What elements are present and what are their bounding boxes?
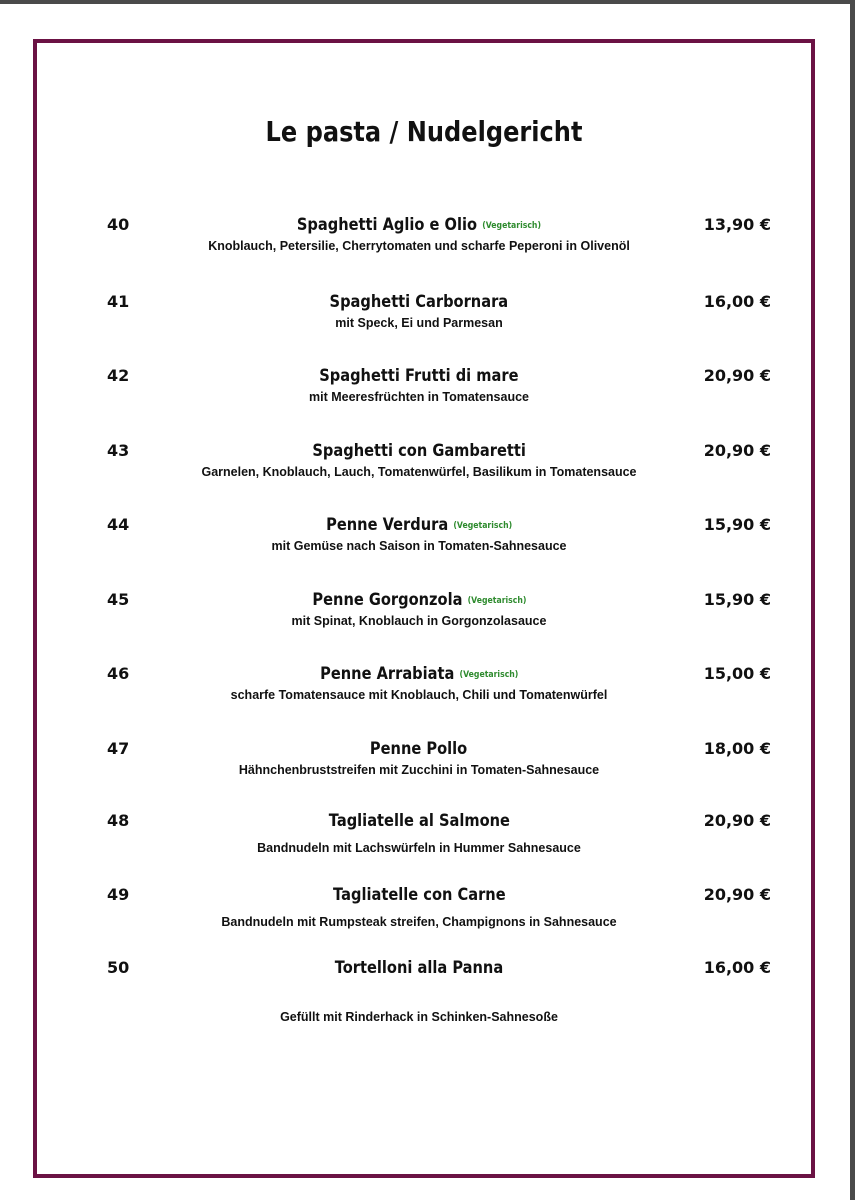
item-name-text: Penne Arrabiata xyxy=(319,664,455,684)
item-details xyxy=(177,292,661,331)
item-details xyxy=(177,215,661,254)
item-details xyxy=(177,958,661,1025)
item-price: 20,90 € xyxy=(703,811,771,830)
item-name xyxy=(297,215,541,235)
item-description: mit Gemüse nach Saison in Tomaten-Sahnesauce xyxy=(271,539,567,553)
item-description: Gefüllt mit Rinderhack in Schinken-Sahnesoße xyxy=(280,1010,558,1024)
item-number: 43 xyxy=(107,441,130,460)
item-details xyxy=(177,811,661,856)
item-name-line xyxy=(177,292,661,312)
item-description-line xyxy=(177,1006,661,1025)
item-price: 15,90 € xyxy=(703,515,771,534)
item-price: 13,90 € xyxy=(703,215,771,234)
menu-item xyxy=(37,441,811,501)
item-number: 42 xyxy=(107,366,130,385)
item-name-line xyxy=(177,885,661,905)
item-details xyxy=(177,590,661,629)
item-description: scharfe Tomatensauce mit Knoblauch, Chili und Tomatenwürfel xyxy=(230,688,608,702)
item-price: 16,00 € xyxy=(703,292,771,311)
item-name-text: Spaghetti Carbornara xyxy=(329,292,509,312)
item-name xyxy=(319,366,518,386)
item-price: 20,90 € xyxy=(703,885,771,904)
item-price: 15,90 € xyxy=(703,590,771,609)
item-description-line xyxy=(177,312,661,331)
vegetarian-label: (Vegetarisch) xyxy=(453,521,513,531)
menu-item xyxy=(37,664,811,724)
item-description-line xyxy=(177,610,661,629)
item-price: 20,90 € xyxy=(703,366,771,385)
item-name-line xyxy=(177,958,661,978)
item-description-line xyxy=(177,235,661,254)
item-description-line xyxy=(177,911,661,930)
menu-frame xyxy=(33,39,815,1178)
item-description: Bandnudeln mit Lachswürfeln in Hummer Sahnesauce xyxy=(257,841,581,855)
item-name-line xyxy=(177,441,661,461)
menu-item xyxy=(37,215,811,275)
item-details xyxy=(177,366,661,405)
item-name xyxy=(320,664,518,684)
item-name-line xyxy=(177,215,661,235)
item-details xyxy=(177,885,661,930)
item-name-text: Spaghetti Aglio e Olio xyxy=(296,215,478,235)
item-name-line xyxy=(177,811,661,831)
item-description-line xyxy=(177,684,661,703)
menu-page xyxy=(0,4,850,1200)
item-number: 48 xyxy=(107,811,130,830)
item-number: 41 xyxy=(107,292,130,311)
item-description: Bandnudeln mit Rumpsteak streifen, Champignons in Sahnesauce xyxy=(221,915,617,929)
menu-item xyxy=(37,292,811,352)
item-details xyxy=(177,739,661,778)
item-name-text: Tagliatelle al Salmone xyxy=(328,811,510,831)
item-price: 18,00 € xyxy=(703,739,771,758)
item-price: 15,00 € xyxy=(703,664,771,683)
item-name xyxy=(328,811,509,831)
item-description: Garnelen, Knoblauch, Lauch, Tomatenwürfel, Basilikum in Tomatensauce xyxy=(201,465,637,479)
menu-item xyxy=(37,739,811,799)
item-name-text: Tortelloni alla Panna xyxy=(334,958,504,978)
item-name xyxy=(370,739,467,759)
item-description-line xyxy=(177,386,661,405)
item-number: 49 xyxy=(107,885,130,904)
item-name xyxy=(333,885,506,905)
vegetarian-label: (Vegetarisch) xyxy=(482,221,542,231)
item-name-line xyxy=(177,739,661,759)
menu-item xyxy=(37,958,811,1024)
item-name-line xyxy=(177,664,661,684)
item-name-text: Spaghetti Frutti di mare xyxy=(319,366,519,386)
item-number: 44 xyxy=(107,515,130,534)
item-price: 20,90 € xyxy=(703,441,771,460)
item-number: 45 xyxy=(107,590,130,609)
item-description: mit Speck, Ei und Parmesan xyxy=(335,316,503,330)
item-name xyxy=(312,441,525,461)
item-name xyxy=(326,515,512,535)
menu-item xyxy=(37,811,811,871)
item-name xyxy=(330,292,509,312)
menu-title: Le pasta / Nudelgericht xyxy=(265,115,583,148)
vegetarian-label: (Vegetarisch) xyxy=(459,670,519,680)
item-number: 40 xyxy=(107,215,130,234)
item-name xyxy=(312,590,526,610)
item-name-text: Tagliatelle con Carne xyxy=(332,885,506,905)
item-name-text: Spaghetti con Gambaretti xyxy=(312,441,526,461)
item-number: 50 xyxy=(107,958,130,977)
item-price: 16,00 € xyxy=(703,958,771,977)
item-name-text: Penne Gorgonzola xyxy=(311,590,463,610)
vegetarian-label: (Vegetarisch) xyxy=(467,596,527,606)
item-name-text: Penne Pollo xyxy=(370,739,468,759)
item-name-line xyxy=(177,590,661,610)
item-description: Hähnchenbruststreifen mit Zucchini in Tomaten-Sahnesauce xyxy=(238,763,600,777)
menu-item xyxy=(37,366,811,426)
item-name-line xyxy=(177,515,661,535)
item-details xyxy=(177,664,661,703)
menu-item xyxy=(37,590,811,650)
item-name-line xyxy=(177,366,661,386)
item-name-text: Penne Verdura xyxy=(325,515,449,535)
item-details xyxy=(177,441,661,480)
item-description-line xyxy=(177,461,661,480)
item-description: mit Spinat, Knoblauch in Gorgonzolasauce xyxy=(291,614,547,628)
item-description: Knoblauch, Petersilie, Cherrytomaten und scharfe Peperoni in Olivenöl xyxy=(208,239,630,253)
item-description-line xyxy=(177,535,661,554)
item-details xyxy=(177,515,661,554)
menu-item xyxy=(37,885,811,945)
item-name xyxy=(335,958,503,978)
menu-item xyxy=(37,515,811,575)
item-description-line xyxy=(177,837,661,856)
item-description: mit Meeresfrüchten in Tomatensauce xyxy=(309,390,529,404)
item-number: 46 xyxy=(107,664,130,683)
item-description-line xyxy=(177,759,661,778)
item-number: 47 xyxy=(107,739,130,758)
